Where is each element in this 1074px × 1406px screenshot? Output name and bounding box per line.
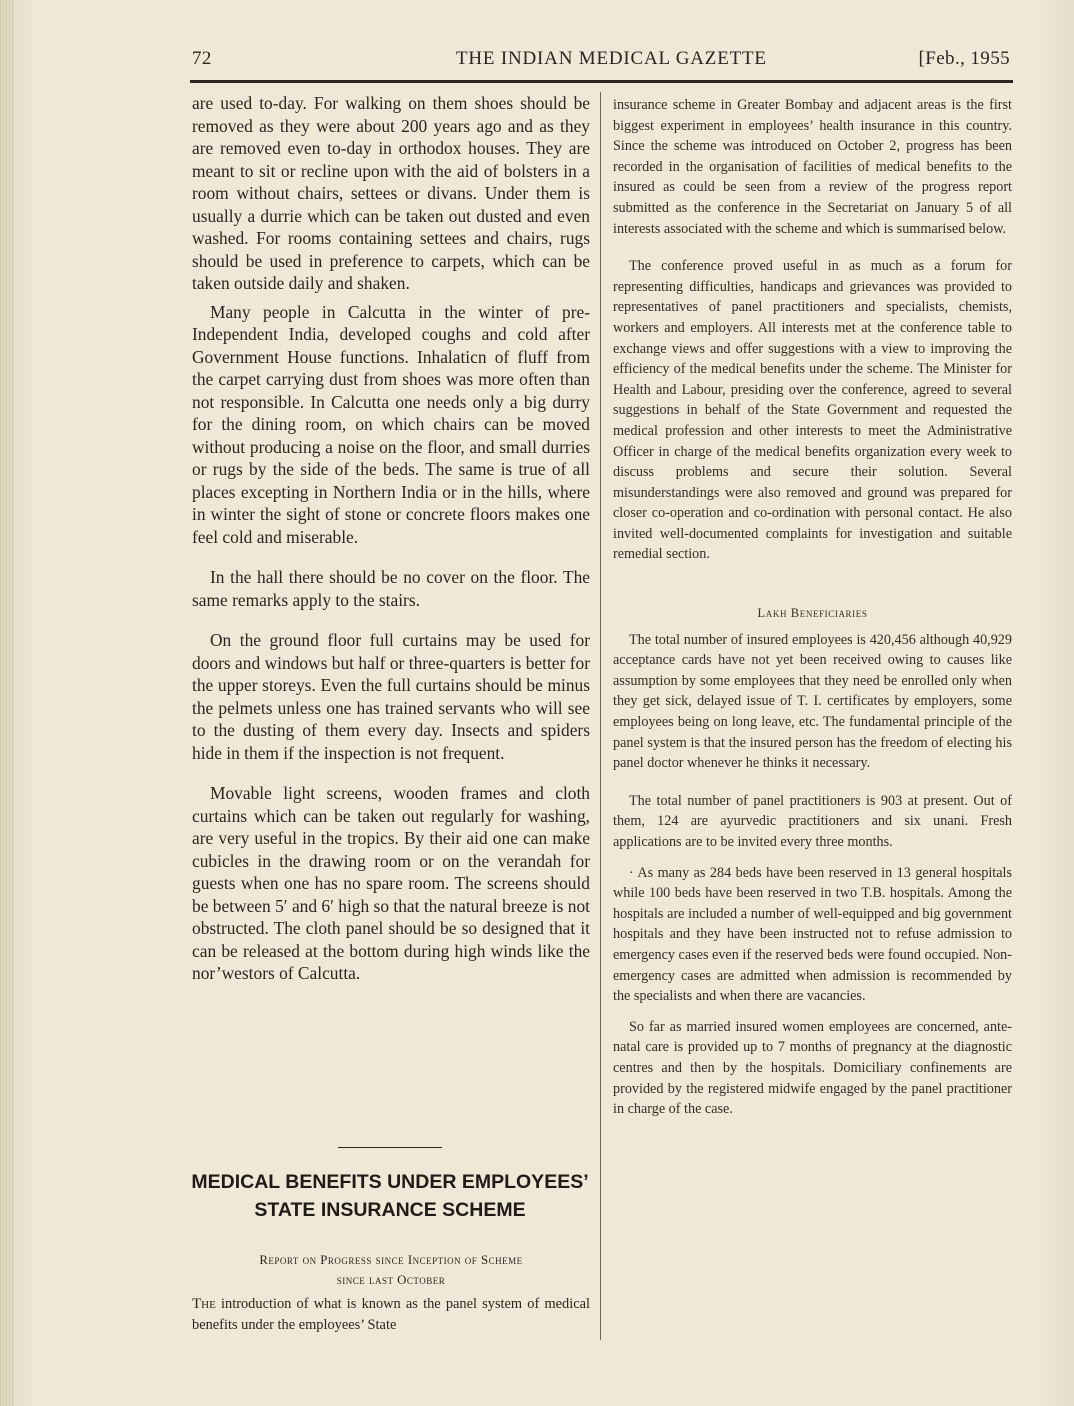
article-subtitle-line: since last October (336, 1273, 446, 1287)
right-paragraph: So far as married insured women employees are concerned, ante-natal care is provided up to 7 months of pregnancy at the diagnostic centres and then by the hospitals. Domiciliary confinements are provided by the registered midwife engaged by the panel practitioner in charge of the case. (613, 1018, 1012, 1118)
journal-title: THE INDIAN MEDICAL GAZETTE (456, 48, 767, 69)
section-divider (338, 1147, 442, 1148)
page-number: 72 (192, 48, 212, 69)
right-paragraph: · As many as 284 beds have been reserved in 13 general hospitals while 100 beds have been reserved in two T.B. hospitals. Among the hospitals are included a number of well-equipped and big government hospitals and they have been instructed not to refuse admission to emergency cases even if the reserved beds were found occupied. Non-emergency cases are admitted when admission is recommended by the specialists and when there are vacancies. (613, 864, 1012, 1005)
left-paragraph: are used to-day. For walking on them shoes should be removed as they were about 200 years ago and as they are removed even to-day in orthodox houses. They are meant to sit or recline upon with the aid of bolsters in a room without chairs, settees or divans. Under them is usually a durrie which can be taken out dusted and even washed. For rooms containing settees and chairs, rugs should be used in preference to carpets, which can be taken outside daily and shaken. (192, 93, 590, 293)
article-subtitle (192, 1250, 590, 1290)
left-paragraph: Many people in Calcutta in the winter of pre-Independent India, developed coughs and cold after Government House functions. Inhalaticn of fluff from the carpet carrying dust from shoes was more often than not responsible. In Calcutta one needs only a big durry for the dining room, on which chairs can be moved without producing a noise on the floor, and small durries or rugs by the side of the beds. The same is true of all places excepting in Northern India or in the hills, where in winter the sight of stone or concrete floors makes one feel cold and miserable. (192, 301, 590, 547)
right-paragraph: The conference proved useful in as much as a forum for representing difficulties, handicaps and grievances was provided to representatives of panel practitioners and specialists, chemists, workers and employers. All interests met at the conference table to exchange views and offer suggestions with a view to improving the efficiency of the medical benefits under the scheme. The Minister for Health and Labour, presiding over the conference, agreed to several suggestions in behalf of the State Government and requested the medical profession and other interests to meet the Administrative Officer in charge of the medical benefits organization every week to discuss problems and secure their solution. Several misunderstandings were also removed and ground was prepared for closer co-operation and co-ordination with personal contact. He also invited well-documented complaints for investigation and suitable remedial section. (613, 258, 1012, 563)
header-rule (190, 80, 1013, 83)
right-paragraph: insurance scheme in Greater Bombay and adjacent areas is the first biggest experiment in employees’ health insurance in this country. Since the scheme was introduced on October 2, progress has been recorded in the organisation of facilities of medical benefits to the insured as could be seen from a review of the progress report submitted as the conference in the Secretariat on January 5 of all interests associated with the scheme and which is summarised below. (613, 97, 1012, 237)
left-column (192, 92, 590, 985)
page-binding-edge (0, 0, 14, 1406)
issue-date: [Feb., 1955 (918, 48, 1010, 69)
article-intro-text: introduction of what is known as the panel system of medical benefits under the employees’ State (192, 1296, 590, 1333)
article-subtitle-line: Report on Progress since Inception of Scheme (259, 1253, 523, 1267)
right-paragraph: The total number of insured employees is 420,456 although 40,929 acceptance cards have not yet been received owing to causes like assumption by some employees that they need be enrolled only when they get sick, delayed issue of T. I. certificates by employers, some employees being on long leave, etc. The fundamental principle of the panel system is that the insured person has the freedom of electing his panel doctor whenever he thinks it necessary. (613, 631, 1012, 772)
left-paragraph: Movable light screens, wooden frames and cloth curtains which can be taken out regularly for washing, are very useful in the tropics. By their aid one can make cubicles in the drawing room or on the verandah for guests when one has no spare room. The screens should be between 5′ and 6′ high so that the natural breeze is not obstructed. The cloth panel should be so designed that it can be released at the bottom during high winds like the nor’westors of Calcutta. (192, 783, 590, 983)
article-title: MEDICAL BENEFITS UNDER EMPLOYEES’ STATE INSURANCE SCHEME (191, 1171, 589, 1221)
left-paragraph: In the hall there should be no cover on the floor. The same remarks apply to the stairs. (192, 567, 590, 610)
left-paragraph: On the ground floor full curtains may be used for doors and windows but half or three-quarters is better for the upper storeys. Even the full curtains should be minus the pelmets unless one has trained servants who will see to the dusting of them every day. Insects and spiders hide in them if the inspection is not frequent. (192, 630, 590, 763)
page-header (192, 48, 1010, 76)
right-paragraph: The total number of panel practitioners is 903 at present. Out of them, 124 are ayurvedic practitioners and six unani. Fresh applications are to be invited every three months. (613, 792, 1012, 850)
column-divider (600, 92, 601, 1340)
section-subheading: Lakh Beneficiaries (757, 606, 868, 621)
article-lead-word: The (192, 1296, 216, 1312)
article-intro (192, 1294, 590, 1336)
right-column (613, 95, 1012, 1120)
